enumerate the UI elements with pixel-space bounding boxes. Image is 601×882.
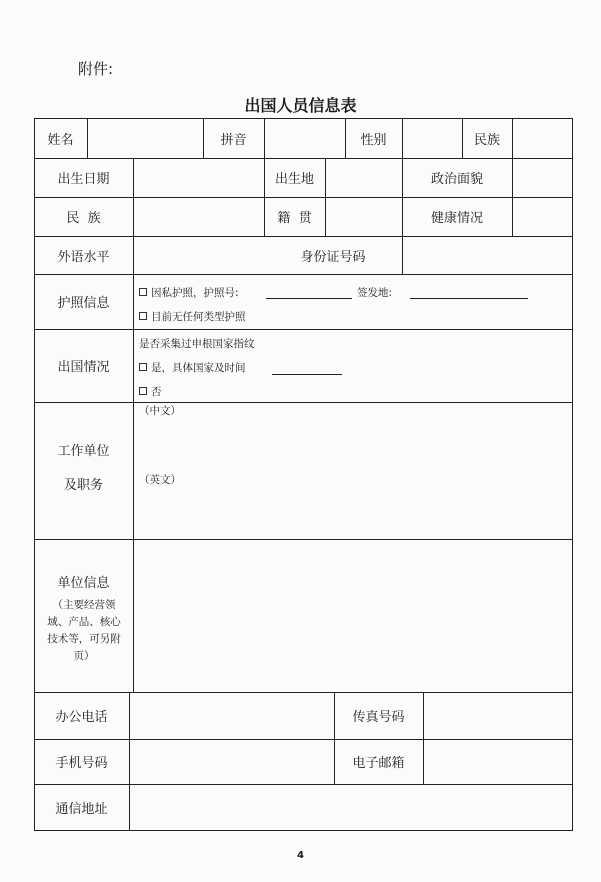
- private-passport-option[interactable]: 因私护照，护照号:: [139, 285, 239, 300]
- birth-place-label: 出生地: [274, 172, 314, 187]
- name-label: 姓名: [47, 132, 74, 148]
- checkbox-icon: [139, 387, 147, 395]
- office-phone-field[interactable]: [130, 692, 334, 739]
- work-english-label: （英文）: [139, 474, 181, 486]
- id-number-field[interactable]: [402, 236, 572, 274]
- email-field[interactable]: [424, 739, 572, 784]
- mobile-label: 手机号码: [55, 756, 108, 771]
- attachment-label: 附件:: [78, 60, 114, 78]
- email-label: 电子邮箱: [352, 756, 405, 771]
- ethnicity-field[interactable]: [133, 197, 264, 236]
- gender-label: 性别: [360, 132, 387, 148]
- schengen-no-option[interactable]: 否: [139, 384, 162, 399]
- unit-info-label: 单位信息: [57, 575, 110, 591]
- birth-place-field[interactable]: [325, 158, 402, 197]
- schengen-detail-line[interactable]: [272, 374, 342, 375]
- office-phone-label: 办公电话: [55, 710, 108, 725]
- no-passport-option[interactable]: 目前无任何类型护照: [139, 309, 246, 324]
- issue-place-line[interactable]: [410, 298, 528, 299]
- passport-number-line[interactable]: [266, 298, 352, 299]
- political-status-label: 政治面貌: [430, 172, 483, 187]
- birth-date-label: 出生日期: [57, 172, 110, 187]
- issue-place-label: 签发地:: [357, 287, 393, 299]
- foreign-language-field[interactable]: [133, 236, 264, 274]
- mobile-field[interactable]: [130, 739, 334, 784]
- political-status-field[interactable]: [512, 158, 572, 197]
- name-field[interactable]: [87, 118, 203, 158]
- native-place-label: 籍 贯: [277, 211, 312, 226]
- schengen-yes-option[interactable]: 是，具体国家及时间: [139, 360, 246, 375]
- checkbox-icon: [139, 312, 147, 320]
- address-field[interactable]: [130, 784, 572, 830]
- health-field[interactable]: [512, 197, 572, 236]
- gender-field[interactable]: [402, 118, 462, 158]
- ethnicity-label: 民 族: [66, 211, 101, 226]
- page-number: 4: [297, 850, 304, 861]
- form-title: 出国人员信息表: [244, 96, 357, 115]
- pinyin-field[interactable]: [264, 118, 345, 158]
- native-place-field[interactable]: [325, 197, 402, 236]
- fax-label: 传真号码: [352, 710, 405, 725]
- birth-date-field[interactable]: [133, 158, 264, 197]
- passport-label: 护照信息: [57, 296, 110, 311]
- pinyin-label: 拼音: [220, 132, 247, 148]
- work-label: 工作单位 及职务: [57, 444, 110, 493]
- foreign-language-label: 外语水平: [57, 249, 110, 265]
- id-number-label: 身份证号码: [300, 249, 366, 265]
- checkbox-icon: [139, 288, 147, 296]
- work-chinese-label: （中文）: [139, 405, 181, 417]
- abroad-label: 出国情况: [57, 360, 110, 375]
- schengen-question: 是否采集过申根国家指纹: [139, 338, 255, 350]
- fax-field[interactable]: [424, 692, 572, 739]
- unit-info-field[interactable]: [134, 540, 572, 692]
- ethnicity-label-top: 民族: [473, 132, 500, 148]
- ethnicity-field-top[interactable]: [512, 118, 572, 158]
- unit-info-note: （主要经营领 域、产品、核心 技术等，可另附 页）: [47, 599, 121, 662]
- address-label: 通信地址: [55, 801, 108, 817]
- health-label: 健康情况: [430, 211, 483, 226]
- checkbox-icon: [139, 363, 147, 371]
